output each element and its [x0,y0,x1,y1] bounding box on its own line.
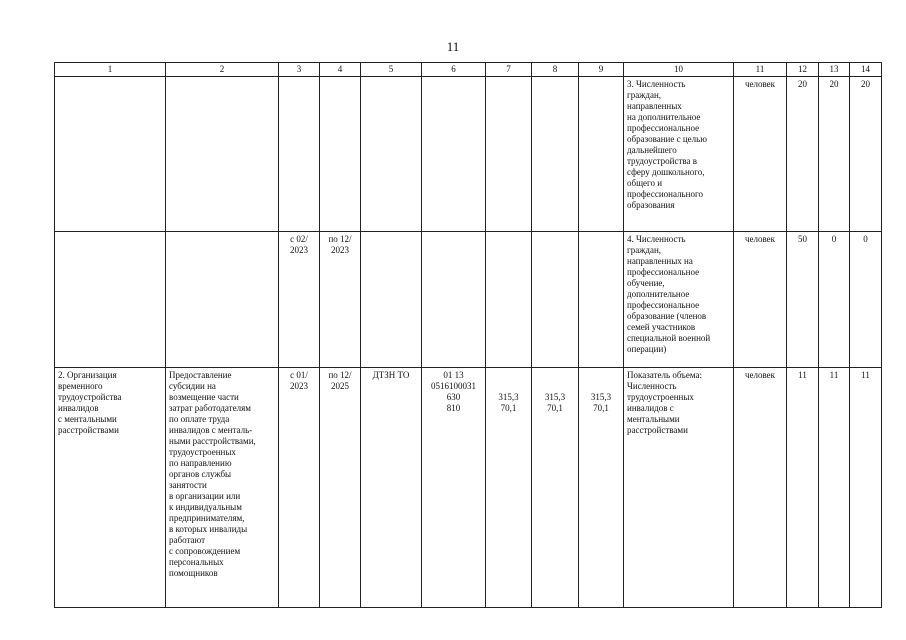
cell-value-1: 50 [787,232,819,368]
cell-value-2: 0 [819,232,850,368]
cell-executor [361,232,422,368]
cell-value-3: 20 [850,77,882,232]
cell-measure [166,77,279,232]
col-header-13: 13 [819,63,850,77]
cell-indicator: Показатель объема: Численность трудоустроенных инвалидов с ментальными расстройствами [624,368,734,608]
cell-value-3: 0 [850,232,882,368]
cell-executor: ДТЗН ТО [361,368,422,608]
cell-end: по 12/ 2025 [320,368,361,608]
col-header-6: 6 [422,63,486,77]
cell-amount-2: 315,3 70,1 [532,368,579,608]
cell-amount-1 [486,232,532,368]
table-row [55,368,882,608]
cell-measure [166,232,279,368]
cell-unit: человек [734,77,787,232]
cell-value-3: 11 [850,368,882,608]
cell-indicator: 4. Численность граждан, направленных на профессиональное обучение, дополнительное профессиональное образование (членов семей участников специальной военной операции) [624,232,734,368]
cell-activity [55,232,166,368]
col-header-5: 5 [361,63,422,77]
cell-measure: Предоставление субсидии на возмещение части затрат работодателям по оплате труда инвалидов с менталь- ными расстройствами, трудоустроенных по направлению органов службы занятости в организации или к индивидуальным предпринимателям, в которых инвалиды работают с сопровождением персональных помощников [166,368,279,608]
col-header-8: 8 [532,63,579,77]
page-number: 11 [446,39,460,54]
cell-value-1: 20 [787,77,819,232]
cell-start: с 02/ 2023 [279,232,320,368]
cell-unit: человек [734,232,787,368]
cell-value-1: 11 [787,368,819,608]
col-header-12: 12 [787,63,819,77]
col-header-1: 1 [55,63,166,77]
col-header-4: 4 [320,63,361,77]
cell-kbk [422,77,486,232]
cell-amount-1: 315,3 70,1 [486,368,532,608]
cell-kbk: 01 13 0516100031 630 810 [422,368,486,608]
col-header-11: 11 [734,63,787,77]
cell-activity [55,77,166,232]
cell-start: с 01/ 2023 [279,368,320,608]
col-header-9: 9 [579,63,624,77]
cell-indicator: 3. Численность граждан, направленных на дополнительное профессиональное образование с целью дальнейшего трудоустройства в сферу дошкольного, общего и профессионального образования [624,77,734,232]
cell-end: по 12/ 2023 [320,232,361,368]
col-header-7: 7 [486,63,532,77]
cell-start [279,77,320,232]
cell-unit: человек [734,368,787,608]
cell-value-2: 11 [819,368,850,608]
col-header-2: 2 [166,63,279,77]
table-row [55,232,882,368]
cell-amount-1 [486,77,532,232]
column-number-row [55,63,882,77]
cell-amount-3 [579,77,624,232]
col-header-3: 3 [279,63,320,77]
program-table [54,62,882,608]
cell-amount-2 [532,232,579,368]
cell-executor [361,77,422,232]
cell-amount-3: 315,3 70,1 [579,368,624,608]
cell-amount-2 [532,77,579,232]
cell-amount-3 [579,232,624,368]
cell-value-2: 20 [819,77,850,232]
cell-activity: 2. Организация временного трудоустройства инвалидов с ментальными расстройствами [55,368,166,608]
cell-kbk [422,232,486,368]
table-row [55,77,882,232]
col-header-14: 14 [850,63,882,77]
col-header-10: 10 [624,63,734,77]
cell-end [320,77,361,232]
